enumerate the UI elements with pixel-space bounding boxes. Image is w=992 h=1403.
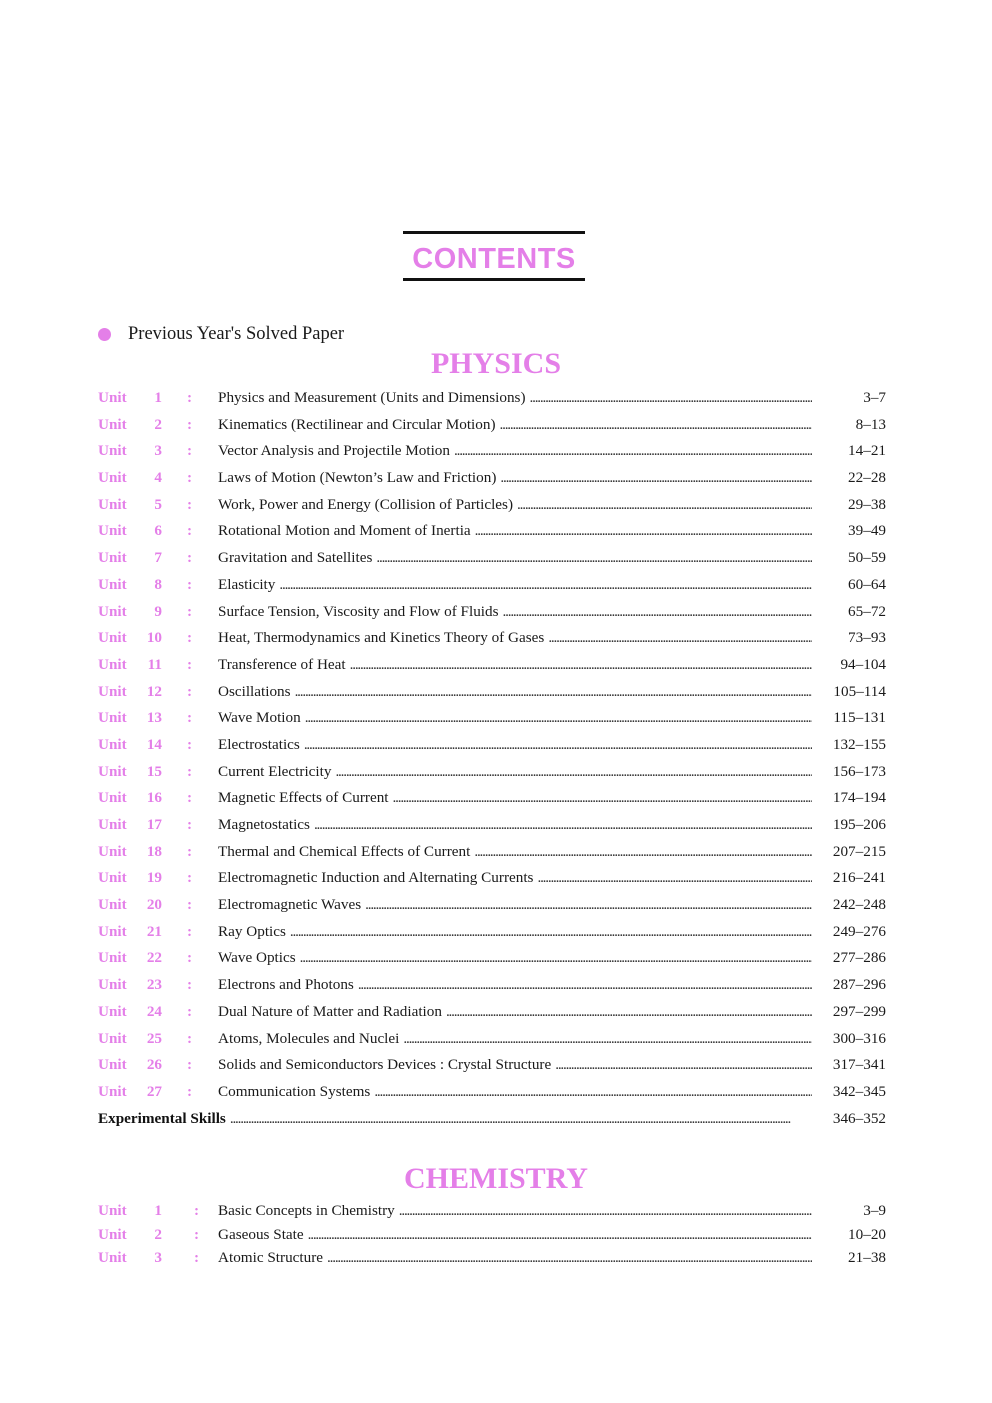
- physics-unit-row[interactable]: [98, 976, 886, 1003]
- unit-label: Unit: [98, 842, 127, 860]
- dot-leader: [218, 923, 812, 941]
- unit-label: Unit: [98, 976, 127, 994]
- page-range: 22–28: [848, 469, 886, 487]
- unit-colon: :: [187, 1029, 193, 1047]
- dot-leader: [218, 549, 812, 567]
- dot-leader: [218, 1030, 812, 1048]
- page-range: 8–13: [855, 415, 886, 433]
- unit-number: 24: [146, 1002, 162, 1020]
- dot-leader: [218, 656, 812, 674]
- unit-colon: :: [187, 495, 193, 513]
- unit-title: Gravitation and Satellites: [218, 549, 376, 567]
- unit-title: Vector Analysis and Projectile Motion: [218, 442, 454, 460]
- unit-title: Communication Systems: [218, 1083, 374, 1101]
- unit-label: Unit: [98, 442, 127, 460]
- page-range: 65–72: [848, 602, 886, 620]
- dot-leader: [218, 869, 812, 887]
- dot-leader: [218, 1202, 812, 1220]
- unit-title: Magnetostatics: [218, 816, 314, 834]
- unit-title: Atoms, Molecules and Nuclei: [218, 1030, 403, 1048]
- unit-title: Oscillations: [218, 683, 295, 701]
- unit-number: 1: [154, 1202, 162, 1219]
- dot-leader: [218, 736, 812, 754]
- page-range: 156–173: [832, 762, 886, 780]
- unit-title: Elasticity: [218, 576, 279, 594]
- physics-unit-row[interactable]: [98, 843, 886, 870]
- page-range: 29–38: [848, 495, 886, 513]
- unit-label: Unit: [98, 469, 127, 487]
- chemistry-title: CHEMISTRY: [404, 1162, 588, 1195]
- unit-colon: :: [187, 762, 193, 780]
- physics-unit-row[interactable]: [98, 603, 886, 630]
- unit-title: Dual Nature of Matter and Radiation: [218, 1003, 446, 1021]
- previous-year-label: Previous Year's Solved Paper: [128, 323, 345, 344]
- unit-number: 8: [154, 575, 162, 593]
- unit-label: Unit: [98, 495, 127, 513]
- unit-number: 16: [146, 789, 162, 807]
- unit-colon: :: [187, 655, 193, 673]
- physics-unit-row[interactable]: [98, 522, 886, 549]
- unit-number: 2: [154, 1225, 162, 1243]
- dot-leader: [218, 416, 812, 434]
- unit-number: 6: [154, 522, 162, 540]
- unit-number: 25: [146, 1029, 162, 1047]
- unit-colon: :: [187, 976, 193, 994]
- page-range: 342–345: [832, 1082, 886, 1100]
- chemistry-unit-row[interactable]: [98, 1202, 886, 1226]
- unit-colon: :: [187, 709, 193, 727]
- unit-number: 27: [146, 1082, 162, 1100]
- unit-label: Unit: [98, 1249, 127, 1266]
- unit-title: Current Electricity: [218, 763, 335, 781]
- unit-label: Unit: [98, 789, 127, 807]
- page-range: 174–194: [832, 789, 886, 807]
- page-range: 73–93: [848, 629, 886, 647]
- unit-title: Wave Optics: [218, 949, 300, 967]
- physics-unit-row[interactable]: [98, 549, 886, 576]
- unit-colon: :: [194, 1225, 200, 1243]
- page-range: 242–248: [832, 896, 886, 914]
- unit-title: Wave Motion: [218, 709, 305, 727]
- physics-unit-row[interactable]: [98, 416, 886, 443]
- physics-unit-row[interactable]: [98, 656, 886, 683]
- unit-number: 15: [146, 762, 162, 780]
- unit-colon: :: [187, 575, 193, 593]
- dot-leader: [218, 576, 812, 594]
- page-range: 207–215: [832, 842, 886, 860]
- dot-leader: [218, 522, 812, 540]
- unit-title: Heat, Thermodynamics and Kinetics Theory of Gases: [218, 629, 548, 647]
- dot-leader: [98, 1110, 812, 1128]
- unit-title: Magnetic Effects of Current: [218, 789, 393, 807]
- page-range: 50–59: [848, 549, 886, 567]
- physics-unit-row[interactable]: [98, 1083, 886, 1110]
- unit-title: Work, Power and Energy (Collision of Particles): [218, 496, 517, 514]
- unit-colon: :: [187, 842, 193, 860]
- physics-title: PHYSICS: [430, 347, 562, 380]
- experimental-skills-row[interactable]: [98, 1110, 886, 1137]
- dot-leader: [218, 816, 812, 834]
- chemistry-toc: [98, 1202, 886, 1273]
- physics-unit-row[interactable]: [98, 496, 886, 523]
- page-range: 317–341: [832, 1056, 886, 1074]
- unit-label: Unit: [98, 682, 127, 700]
- unit-label: Unit: [98, 522, 127, 540]
- contents-heading: CONTENTS: [412, 243, 576, 275]
- unit-number: 26: [146, 1056, 162, 1074]
- unit-title: Kinematics (Rectilinear and Circular Motion): [218, 416, 500, 434]
- dot-leader: [218, 976, 812, 994]
- dot-leader: [218, 442, 812, 460]
- unit-label: Unit: [98, 762, 127, 780]
- physics-unit-row[interactable]: [98, 442, 886, 469]
- unit-label: Unit: [98, 1225, 127, 1243]
- dot-leader: [218, 843, 812, 861]
- unit-colon: :: [187, 629, 193, 647]
- unit-label: Unit: [98, 816, 127, 833]
- unit-colon: :: [187, 549, 193, 567]
- unit-title: Physics and Measurement (Units and Dimensions): [218, 389, 530, 407]
- unit-label: Unit: [98, 735, 127, 753]
- physics-unit-row[interactable]: [98, 1056, 886, 1083]
- unit-label: Unit: [98, 629, 127, 647]
- dot-leader: [218, 683, 812, 701]
- bullet-icon: [98, 328, 111, 341]
- unit-colon: :: [187, 522, 193, 540]
- unit-colon: :: [187, 442, 193, 460]
- unit-label: Unit: [98, 1202, 127, 1219]
- unit-title: Transference of Heat: [218, 656, 350, 674]
- dot-leader: [218, 709, 812, 727]
- unit-number: 5: [154, 495, 162, 513]
- unit-label: Unit: [98, 1082, 127, 1100]
- page-range: 60–64: [848, 575, 886, 593]
- dot-leader: [218, 1083, 812, 1101]
- unit-number: 3: [154, 1249, 162, 1266]
- unit-colon: :: [187, 389, 193, 406]
- unit-label: Unit: [98, 655, 127, 673]
- unit-label: Unit: [98, 949, 127, 967]
- physics-unit-row[interactable]: [98, 1003, 886, 1030]
- dot-leader: [218, 1003, 812, 1021]
- unit-number: 12: [146, 682, 162, 700]
- physics-unit-row[interactable]: [98, 1030, 886, 1057]
- unit-number: 14: [146, 735, 162, 753]
- previous-year-entry[interactable]: [98, 322, 344, 346]
- page-range: 300–316: [832, 1029, 886, 1047]
- physics-unit-row[interactable]: [98, 789, 886, 816]
- unit-label: Unit: [98, 602, 127, 620]
- unit-number: 13: [146, 709, 162, 727]
- unit-number: 10: [146, 629, 162, 647]
- unit-number: 11: [147, 655, 162, 673]
- unit-number: 17: [146, 816, 162, 833]
- unit-title: Solids and Semiconductors Devices : Crystal Structure: [218, 1056, 555, 1074]
- dot-leader: [218, 603, 812, 621]
- unit-colon: :: [187, 1082, 193, 1100]
- page-range: 297–299: [832, 1002, 886, 1020]
- unit-colon: :: [187, 602, 193, 620]
- physics-unit-row[interactable]: [98, 469, 886, 496]
- physics-unit-row[interactable]: [98, 949, 886, 976]
- unit-label: Unit: [98, 869, 127, 887]
- physics-toc: [98, 389, 886, 1136]
- unit-title: Electromagnetic Waves: [218, 896, 365, 914]
- physics-unit-row[interactable]: [98, 763, 886, 790]
- unit-number: 22: [146, 949, 162, 967]
- unit-number: 1: [154, 389, 162, 406]
- page-range: 195–206: [832, 816, 886, 833]
- physics-unit-row[interactable]: [98, 736, 886, 763]
- dot-leader: [218, 389, 812, 407]
- unit-number: 21: [146, 922, 162, 940]
- unit-colon: :: [187, 789, 193, 807]
- page-range: 105–114: [833, 682, 886, 700]
- unit-title: Gaseous State: [218, 1226, 308, 1244]
- unit-label: Unit: [98, 549, 127, 567]
- physics-unit-row[interactable]: [98, 923, 886, 950]
- unit-number: 19: [146, 869, 162, 887]
- unit-title: Surface Tension, Viscosity and Flow of Fluids: [218, 603, 503, 621]
- dot-leader: [218, 629, 812, 647]
- unit-number: 4: [154, 469, 162, 487]
- unit-label: Unit: [98, 415, 127, 433]
- unit-title: Electrons and Photons: [218, 976, 358, 994]
- physics-unit-row[interactable]: [98, 389, 886, 416]
- unit-colon: :: [194, 1249, 200, 1266]
- unit-title: Laws of Motion (Newton’s Law and Friction): [218, 469, 500, 487]
- unit-label: Unit: [98, 922, 127, 940]
- unit-label: Unit: [98, 389, 127, 406]
- unit-colon: :: [187, 869, 193, 887]
- page-range: 39–49: [848, 522, 886, 540]
- physics-unit-row[interactable]: [98, 709, 886, 736]
- dot-leader: [218, 896, 812, 914]
- dot-leader: [218, 1249, 812, 1267]
- physics-unit-row[interactable]: [98, 896, 886, 923]
- page-range: 115–131: [833, 709, 886, 727]
- physics-unit-row[interactable]: [98, 576, 886, 603]
- page-range: 132–155: [832, 735, 886, 753]
- page-range: 277–286: [832, 949, 886, 967]
- dot-leader: [218, 1226, 812, 1244]
- dot-leader: [218, 789, 812, 807]
- unit-colon: :: [194, 1202, 200, 1219]
- dot-leader: [218, 496, 812, 514]
- unit-title: Thermal and Chemical Effects of Current: [218, 843, 474, 861]
- page-range: 3–9: [863, 1202, 886, 1219]
- unit-label: Unit: [98, 575, 127, 593]
- dot-leader: [218, 949, 812, 967]
- unit-title: Electromagnetic Induction and Alternating Currents: [218, 869, 537, 887]
- unit-title: Atomic Structure: [218, 1249, 327, 1267]
- page-range: 249–276: [832, 922, 886, 940]
- dot-leader: [218, 469, 812, 487]
- dot-leader: [218, 1056, 812, 1074]
- unit-number: 23: [146, 976, 162, 994]
- unit-colon: :: [187, 469, 193, 487]
- chemistry-unit-row[interactable]: [98, 1249, 886, 1273]
- chemistry-unit-row[interactable]: [98, 1226, 886, 1250]
- unit-colon: :: [187, 1002, 193, 1020]
- unit-number: 20: [146, 896, 162, 914]
- unit-number: 3: [154, 442, 162, 460]
- unit-colon: :: [187, 1056, 193, 1074]
- page-range: 94–104: [840, 655, 886, 673]
- unit-number: 2: [154, 415, 162, 433]
- unit-number: 7: [154, 549, 162, 567]
- unit-colon: :: [187, 816, 193, 833]
- contents-heading-box: [403, 231, 585, 281]
- unit-colon: :: [187, 415, 193, 433]
- unit-title: Rotational Motion and Moment of Inertia: [218, 522, 475, 540]
- unit-colon: :: [187, 735, 193, 753]
- page-range: 14–21: [848, 442, 886, 460]
- unit-colon: :: [187, 682, 193, 700]
- unit-label: Unit: [98, 709, 127, 727]
- unit-title: Basic Concepts in Chemistry: [218, 1202, 399, 1220]
- page-range: 10–20: [848, 1225, 886, 1243]
- unit-title: Ray Optics: [218, 923, 290, 941]
- page-range: 346–352: [832, 1109, 886, 1127]
- dot-leader: [218, 763, 812, 781]
- physics-unit-row[interactable]: [98, 629, 886, 656]
- physics-unit-row[interactable]: [98, 683, 886, 710]
- physics-unit-row[interactable]: [98, 869, 886, 896]
- unit-title: Electrostatics: [218, 736, 304, 754]
- page-range: 21–38: [848, 1249, 886, 1266]
- unit-number: 9: [154, 602, 162, 620]
- physics-unit-row[interactable]: [98, 816, 886, 843]
- unit-number: 18: [146, 842, 162, 860]
- unit-label: Unit: [98, 1056, 127, 1074]
- unit-colon: :: [187, 922, 193, 940]
- experimental-skills-title: Experimental Skills: [98, 1110, 230, 1128]
- unit-label: Unit: [98, 1029, 127, 1047]
- page-range: 3–7: [863, 389, 886, 406]
- page-range: 287–296: [832, 976, 886, 994]
- page-range: 216–241: [832, 869, 886, 887]
- unit-label: Unit: [98, 1002, 127, 1020]
- unit-label: Unit: [98, 896, 127, 914]
- unit-colon: :: [187, 896, 193, 914]
- unit-colon: :: [187, 949, 193, 967]
